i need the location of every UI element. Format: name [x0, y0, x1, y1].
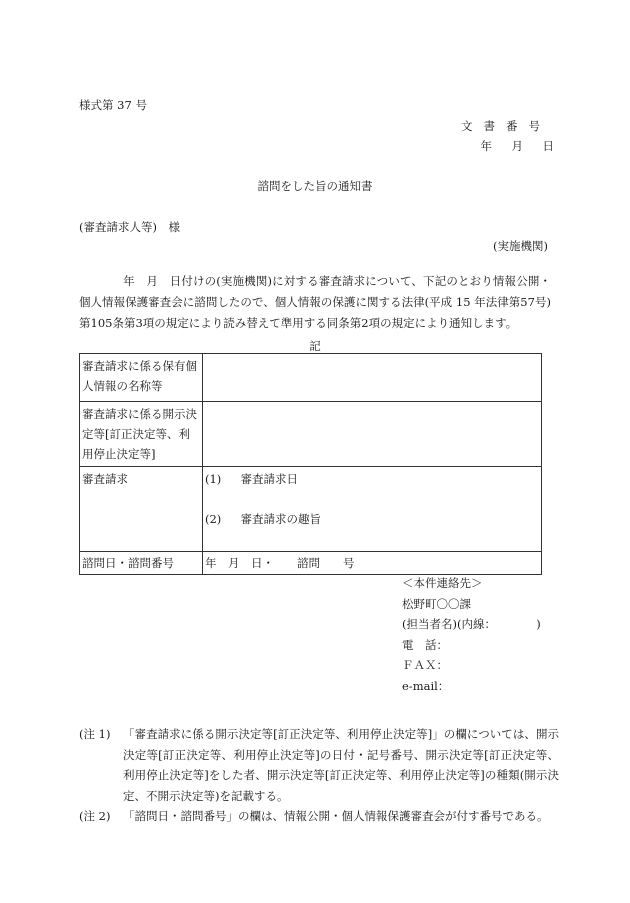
sender-agency: (実施機関) [493, 239, 548, 253]
row3-item1 [205, 469, 539, 489]
row2-value [203, 402, 542, 467]
contact-block [402, 573, 541, 696]
document-title: 諮問をした旨の通知書 [257, 179, 373, 193]
row3-item2 [205, 509, 539, 529]
document-date-label: 年 月 日 [480, 139, 558, 153]
row4-value: 年 月 日・ 諮問 号 [203, 552, 542, 575]
row1-label: 審査請求に係る保有個人情報の名称等 [80, 354, 203, 402]
document-number-label: 文書番号 [461, 119, 551, 133]
row1-value [203, 354, 542, 402]
body-paragraph-text: 年 月 日付けの(実施機関)に対する審査請求について、下記のとおり情報公開・個人情報保護審査会に諮問したので、個人情報の保護に関する法律(平成 15 年法律第57号)第105条第3項の規定により読み替えて準用する同条第2項の規定により通知します。 [79, 274, 551, 330]
contact-phone: 電 話： [402, 637, 448, 652]
info-table [79, 353, 542, 575]
row4-label: 諮問日・諮問番号 [80, 552, 203, 575]
row3-item1-num: (1) [205, 472, 222, 486]
row3-item2-text: 審査請求の趣旨 [240, 512, 321, 526]
contact-email: e-mail： [402, 678, 450, 693]
note-1 [79, 724, 559, 806]
table-row-consultation [80, 552, 542, 575]
row3-label: 審査請求 [80, 467, 203, 552]
contact-heading: ＜本件連絡先＞ [402, 576, 483, 590]
contact-department: 松野町〇〇課 [402, 596, 471, 611]
form-number: 様式第 37 号 [79, 98, 147, 112]
ki-label: 記 [309, 339, 321, 353]
contact-person: (担当者名)(内線： ) [402, 617, 541, 631]
note-2-label: (注 2) [79, 809, 111, 823]
note-2 [79, 806, 559, 827]
table-row-disclosure-decision [80, 402, 542, 467]
row3-value [203, 467, 542, 552]
addressee: (審査請求人等) 様 [79, 220, 180, 234]
notes-block [79, 724, 559, 827]
note-1-label: (注 1) [79, 727, 111, 741]
note-1-text: 「審査請求に係る開示決定等[訂正決定等、利用停止決定等]」の欄については、開示決定等[訂正決定等、利用停止決定等]の日付・記号番号、開示決定等[訂正決定等、利用停止決定等]をした者、開示決定等[訂正決定等、利用停止決定等]の種類(開示決定、不開示決定等)を記載する。 [123, 727, 559, 803]
note-2-text: 「諮問日・諮問番号」の欄は、情報公開・個人情報保護審査会が付す番号である。 [123, 809, 549, 823]
table-row-review-request [80, 467, 542, 552]
table-row-record-name [80, 354, 542, 402]
contact-fax: ＦＡＸ： [402, 658, 448, 672]
body-paragraph [79, 271, 551, 334]
row3-item1-text: 審査請求日 [240, 472, 298, 486]
row3-item2-num: (2) [205, 512, 222, 526]
row2-label: 審査請求に係る開示決定等[訂正決定等、利用停止決定等] [80, 402, 203, 467]
